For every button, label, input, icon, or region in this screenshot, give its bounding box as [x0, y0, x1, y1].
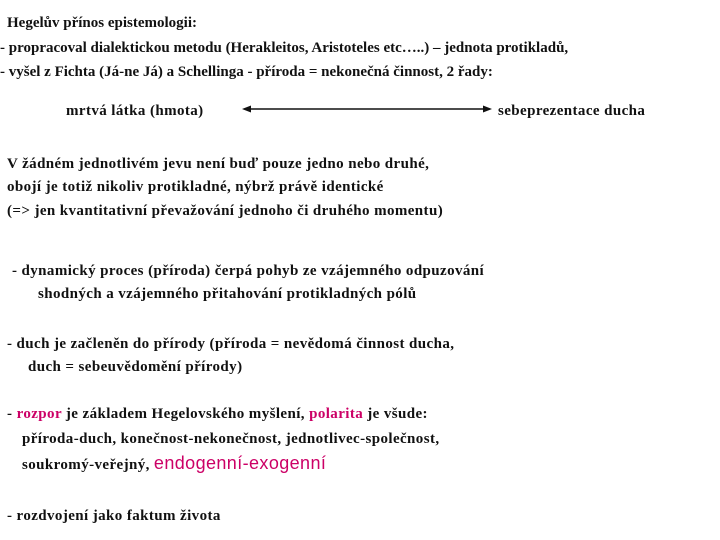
term-polarita: polarita: [309, 406, 364, 422]
para4-line3-start: soukromý-veřejný,: [22, 457, 150, 473]
scale-left-label: mrtvá látka (hmota): [66, 103, 204, 119]
para4-line1: [7, 405, 428, 423]
heading-title: Hegelův přínos epistemologii:: [7, 15, 197, 31]
para1-line3: (=> jen kvantitativní převažování jednoho či druhého momentu): [7, 203, 444, 219]
para1-line1: V žádném jednotlivém jevu není buď pouze jedno nebo druhé,: [7, 156, 430, 172]
para4-mid: je základem Hegelovského myšlení,: [65, 406, 305, 422]
para3-line2: duch = sebeuvědomění přírody): [28, 359, 243, 375]
scale-right-label: sebeprezentace ducha: [498, 103, 646, 119]
para1-line2: obojí je totiž nikoliv protikladné, nýbrž právě identické: [7, 179, 384, 195]
para2-line2: shodných a vzájemného přitahování protikladných pólů: [38, 286, 417, 302]
para4-line2: příroda-duch, konečnost-nekonečnost, jednotlivec-společnost,: [22, 431, 440, 447]
term-rozpor: rozpor: [16, 406, 62, 422]
para3-line1: - duch je začleněn do přírody (příroda = nevědomá činnost ducha,: [7, 336, 455, 352]
heading-line-fichte: - vyšel z Fichta (Já-ne Já) a Schellinga - příroda = nekonečná činnost, 2 řady:: [0, 64, 493, 80]
heading-line-dialectics: - propracoval dialektickou metodu (Herakleitos, Aristoteles etc…..) – jednota protikladů,: [0, 40, 569, 56]
para2-line1: - dynamický proces (příroda) čerpá pohyb ze vzájemného odpuzování: [12, 263, 485, 279]
term-endogenni-exogenni: endogenní-exogenní: [153, 453, 327, 473]
para4-line3: [22, 454, 326, 474]
para4-end: je všude:: [367, 406, 428, 422]
double-arrow-icon: [242, 104, 492, 114]
para4-dash: -: [7, 406, 13, 422]
para5-line1: - rozdvojení jako faktum života: [7, 508, 221, 524]
